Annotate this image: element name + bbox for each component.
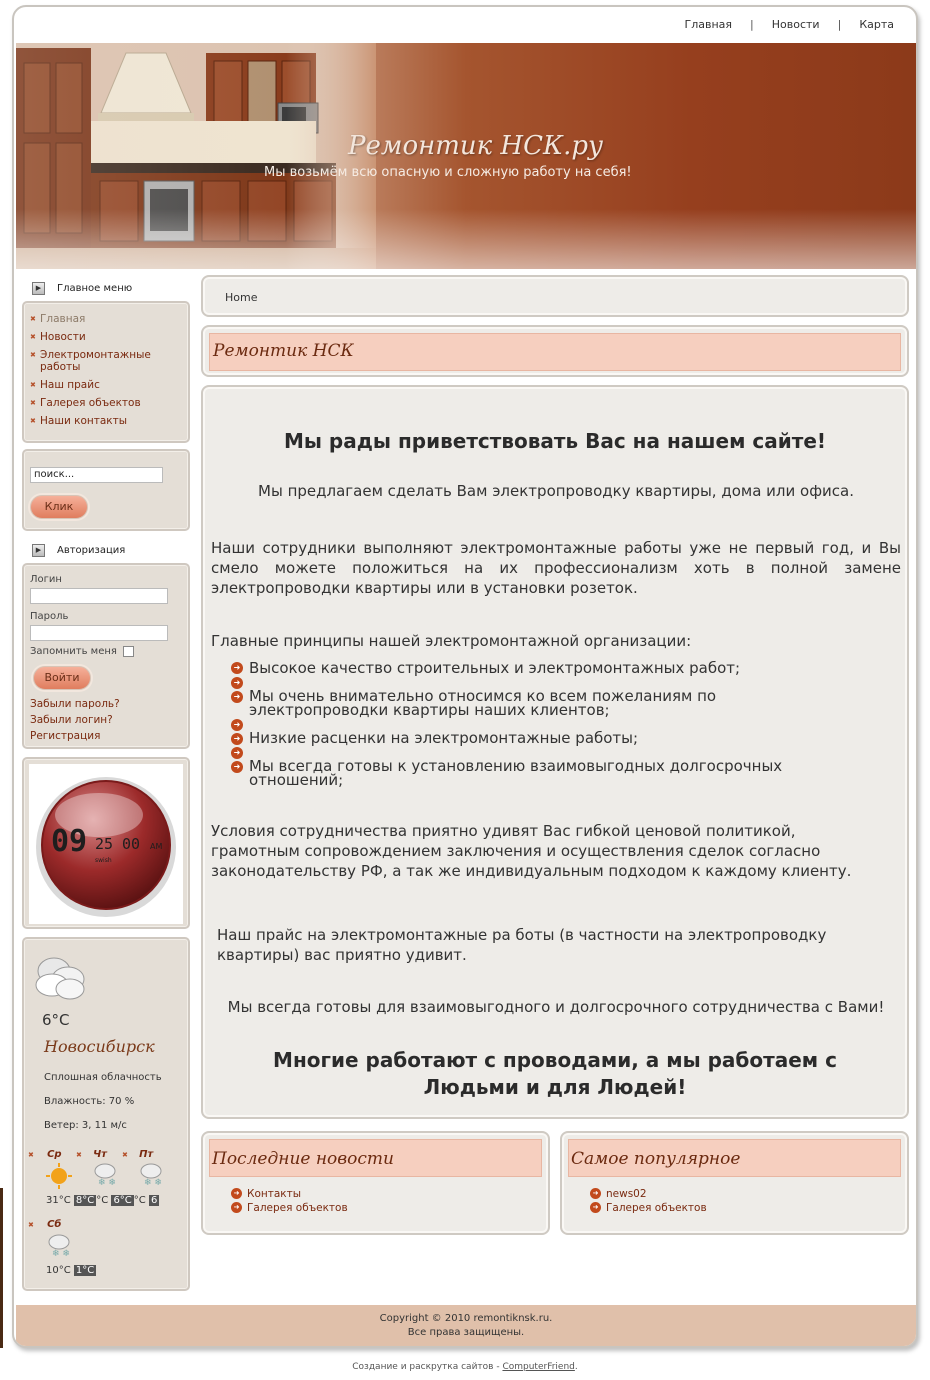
password-field[interactable] [30, 625, 168, 641]
svg-text:❄ ❄: ❄ ❄ [98, 1178, 116, 1187]
list-item: ➜ ➜ Низкие расценки на электромонтажные работы; [231, 731, 859, 759]
popular-module [560, 1131, 909, 1235]
weather-condition: Сплошная облачность [44, 1072, 162, 1083]
forecast-day: ✖ Чт [76, 1149, 107, 1160]
login-form [22, 563, 190, 749]
clock-brand: swish [95, 857, 112, 864]
arrow-bullet-icon: ➜ [231, 1202, 242, 1213]
credit-link[interactable]: ComputerFriend [502, 1362, 575, 1372]
snow-cloud-icon [92, 1161, 118, 1187]
weather-temperature: 6°C [42, 1011, 70, 1029]
list-item[interactable]: ➜ Галерея объектов [231, 1201, 542, 1215]
copyright-text: Copyright © 2010 remontiknsk.ru. [379, 1313, 553, 1324]
password-label: Пароль [30, 611, 69, 622]
play-arrow-icon: ▶ [32, 544, 45, 557]
svg-text:❄ ❄: ❄ ❄ [144, 1178, 162, 1187]
topnav-map-link[interactable]: Карта [859, 18, 894, 31]
snow-cloud-icon [138, 1161, 164, 1187]
page-wrapper [12, 5, 918, 1348]
arrow-bullet-icon: ➜ [231, 691, 243, 703]
weather-city: Новосибирск [44, 1037, 155, 1056]
forgot-login-link[interactable]: Забыли логин? [30, 714, 113, 726]
left-sidebar [22, 275, 190, 1291]
breadcrumb [201, 275, 909, 317]
article-body [201, 385, 909, 1119]
snow-cloud-icon [46, 1232, 72, 1258]
paragraph-price: Наш прайс на электромонтажные ра боты (в частности на электропроводку квартиры) вас приятно удивит. [217, 926, 827, 964]
login-label: Логин [30, 574, 62, 585]
clock-widget [22, 757, 190, 929]
site-slogan: Мы возьмём всю опасную и сложную работу на себя! [264, 165, 632, 180]
weather-wind: Ветер: 3, 11 м/с [44, 1120, 127, 1131]
arrow-bullet-icon: ➜ [590, 1202, 601, 1213]
welcome-heading: Мы рады приветствовать Вас на нашем сайте! [283, 429, 827, 453]
clock-seconds: 00 [122, 835, 141, 853]
paragraph-cooperation: Мы всегда готовы для взаимовыгодного и долгосрочного сотрудничества с Вами! [227, 998, 885, 1016]
paragraph-staff: Наши сотрудники выполняют электромонтажные работы уже не первый год, и Вы смело можете положиться на их профессионализм хоть в полной замене электропроводки квартиры или в установки розеток. [211, 539, 901, 597]
list-item: ➜ ➜ Мы всегда готовы к установлению взаимовыгодных долгосрочных отношений; [231, 759, 859, 787]
principles-intro: Главные принципы нашей электромонтажной организации: [211, 632, 692, 650]
sidebar-item-electrical-works[interactable]: ✖ Электромонтажные работы [30, 349, 182, 373]
clock-ampm: AM [150, 842, 163, 851]
latest-news-module [201, 1131, 550, 1235]
page-title-panel [201, 325, 909, 377]
login-button[interactable]: Войти [33, 666, 91, 690]
site-footer [16, 1305, 916, 1346]
offer-text: Мы предлагаем сделать Вам электропроводку квартиры, дома или офиса. [258, 482, 854, 500]
remember-me-checkbox[interactable] [123, 646, 134, 657]
principles-list [231, 661, 859, 787]
forgot-password-link[interactable]: Забыли пароль? [30, 698, 120, 710]
forecast-day: ✖ Сб [28, 1219, 62, 1230]
remember-me: Запомнить меня [30, 646, 182, 657]
sidebar-item-gallery[interactable]: ✖ Галерея объектов [30, 397, 182, 409]
page-title: Ремонтик НСК [209, 333, 901, 371]
login-field[interactable] [30, 588, 168, 604]
cloudy-icon [32, 949, 88, 1003]
list-item: ➜ ➜ Мы очень внимательно относимся ко всем пожеланиям по электропроводки квартиры наших клиентов; [231, 681, 859, 731]
top-navigation: Главная | Новости | Карта [684, 18, 894, 31]
sidebar-item-contacts[interactable]: ✖ Наши контакты [30, 415, 182, 427]
search-input[interactable]: поиск... [30, 467, 163, 483]
arrow-bullet-icon: ➜ [231, 1188, 242, 1199]
topnav-news-link[interactable]: Новости [771, 18, 820, 31]
svg-text:❄ ❄: ❄ ❄ [52, 1249, 70, 1258]
forecast-temps-row1: 31°C 8°C °C 6°C °C 6 [46, 1195, 158, 1206]
arrow-bullet-icon: ➜ [590, 1188, 601, 1199]
list-item[interactable]: ➜ Контакты [231, 1187, 542, 1201]
sidebar-item-home[interactable]: ✖ Главная [30, 313, 182, 325]
main-menu [22, 301, 190, 443]
topnav-home-link[interactable]: Главная [684, 18, 733, 31]
arrow-bullet-icon: ➜ [231, 733, 243, 745]
latest-news-title: Последние новости [209, 1139, 542, 1177]
breadcrumb-home[interactable]: Home [225, 291, 258, 304]
main-content [201, 275, 909, 1214]
forecast-temps-row2: 10°C 1°C [46, 1265, 95, 1276]
clock-hours: 09 [51, 824, 88, 859]
search-button[interactable]: Клик [30, 495, 88, 519]
list-item[interactable]: ➜ news02 [590, 1187, 901, 1201]
paragraph-conditions: Условия сотрудничества приятно удивят Вас гибкой ценовой политикой, грамотным сопровождением заключения и осуществления сделок согласно законодательству РФ, а так же индивидуальным подходом к каждому клиенту. [211, 822, 852, 880]
weather-humidity: Влажность: 70 % [44, 1096, 135, 1107]
page-edge-stripe [0, 1188, 3, 1348]
forecast-day: ✖ Пт [122, 1149, 154, 1160]
register-link[interactable]: Регистрация [30, 730, 101, 742]
auth-heading: ▶ Авторизация [22, 537, 190, 563]
credit-line: Создание и раскрутка сайтов - ComputerFriend. [352, 1362, 578, 1372]
weather-widget [22, 937, 190, 1291]
bottom-modules [201, 1131, 909, 1235]
rights-text: Все права защищены. [407, 1327, 525, 1338]
list-item: ➜ Высокое качество строительных и электромонтажных работ; [231, 661, 859, 681]
play-arrow-icon: ▶ [32, 282, 45, 295]
list-item[interactable]: ➜ Галерея объектов [590, 1201, 901, 1215]
clock-minutes: 25 [95, 835, 114, 853]
site-header [16, 43, 916, 269]
arrow-bullet-icon: ➜ [231, 761, 243, 773]
arrow-bullet-icon: ➜ [231, 662, 243, 674]
sun-icon [46, 1163, 72, 1189]
arrow-bullet-icon: ➜ [231, 747, 243, 759]
sidebar-item-price[interactable]: ✖ Наш прайс [30, 379, 182, 391]
sidebar-item-news[interactable]: ✖ Новости [30, 331, 182, 343]
forecast-day: ✖ Ср [28, 1149, 62, 1160]
popular-title: Самое популярное [568, 1139, 901, 1177]
arrow-bullet-icon: ➜ [231, 677, 243, 689]
motto-heading: Многие работают с проводами, а мы работаем с Людьми и для Людей! [273, 1048, 837, 1099]
search-panel [22, 449, 190, 531]
site-title[interactable]: Ремонтик НСК.ру [348, 131, 604, 161]
main-menu-heading: ▶ Главное меню [22, 275, 190, 301]
digital-clock [31, 769, 181, 919]
arrow-bullet-icon: ➜ [231, 719, 243, 731]
